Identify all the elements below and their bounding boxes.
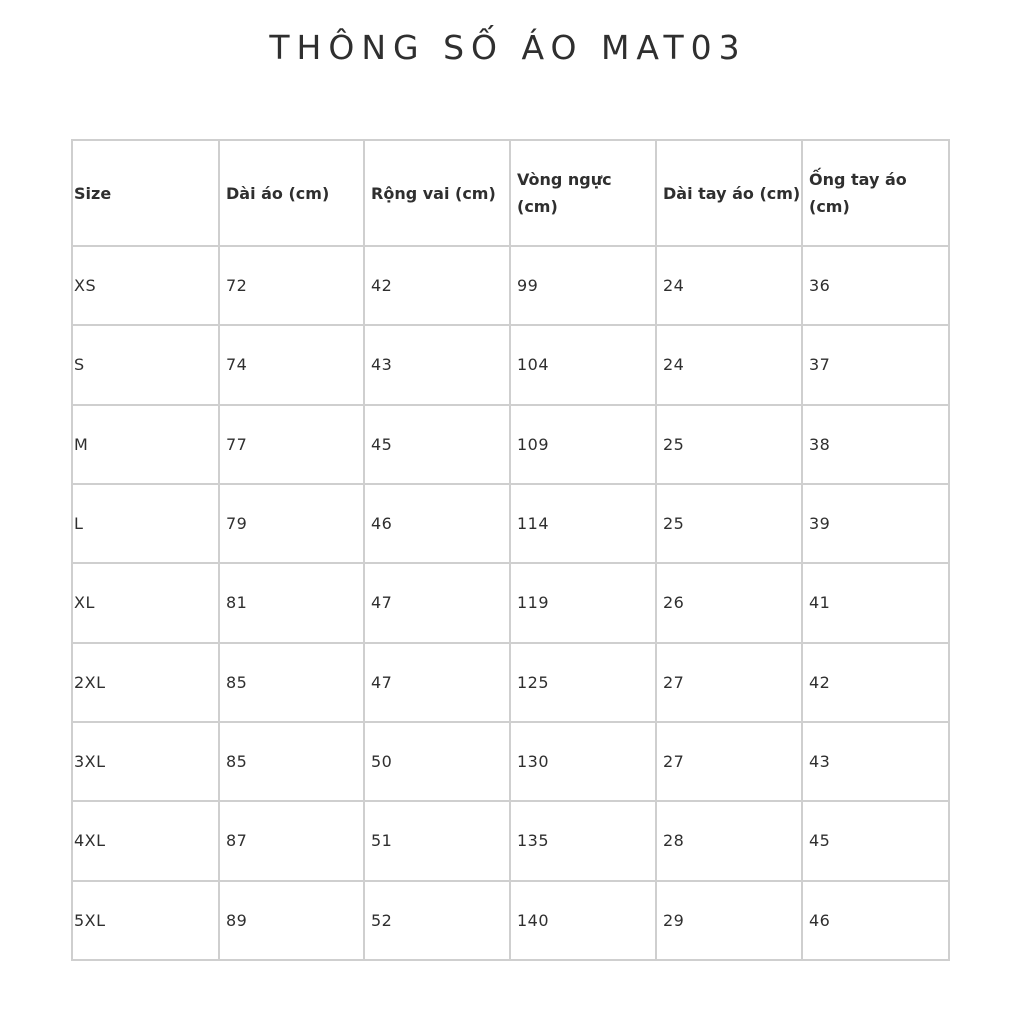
sleeve-length-cell: 28	[656, 801, 802, 880]
body-length-cell: 77	[219, 405, 364, 484]
sleeve-opening-cell: 39	[802, 484, 949, 563]
table-row	[72, 563, 949, 642]
sleeve-length-cell: 24	[656, 246, 802, 325]
body-length-cell: 74	[219, 325, 364, 404]
sleeve-length-cell: 26	[656, 563, 802, 642]
header-sleeve-opening: Ống tay áo (cm)	[802, 140, 949, 246]
sleeve-opening-cell: 43	[802, 722, 949, 801]
header-size: Size	[72, 140, 219, 246]
shoulder-width-cell: 43	[364, 325, 510, 404]
shoulder-width-cell: 52	[364, 881, 510, 960]
chest-cell: 104	[510, 325, 656, 404]
shoulder-width-cell: 50	[364, 722, 510, 801]
size-cell: 3XL	[72, 722, 219, 801]
table-row	[72, 643, 949, 722]
size-chart-table	[71, 139, 950, 961]
page-title: THÔNG SỐ ÁO MAT03	[269, 28, 747, 67]
table-row	[72, 325, 949, 404]
table-header-row	[72, 140, 949, 246]
body-length-cell: 85	[219, 722, 364, 801]
table-row	[72, 801, 949, 880]
sleeve-opening-cell: 36	[802, 246, 949, 325]
sleeve-length-cell: 27	[656, 643, 802, 722]
body-length-cell: 81	[219, 563, 364, 642]
table-row	[72, 484, 949, 563]
shoulder-width-cell: 42	[364, 246, 510, 325]
chest-cell: 135	[510, 801, 656, 880]
size-cell: M	[72, 405, 219, 484]
body-length-cell: 87	[219, 801, 364, 880]
body-length-cell: 89	[219, 881, 364, 960]
sleeve-opening-cell: 37	[802, 325, 949, 404]
table-body	[72, 246, 949, 960]
sleeve-length-cell: 24	[656, 325, 802, 404]
sleeve-opening-cell: 38	[802, 405, 949, 484]
table-row	[72, 405, 949, 484]
sleeve-opening-cell: 42	[802, 643, 949, 722]
shoulder-width-cell: 47	[364, 643, 510, 722]
shoulder-width-cell: 51	[364, 801, 510, 880]
shoulder-width-cell: 45	[364, 405, 510, 484]
size-cell: XL	[72, 563, 219, 642]
size-cell: 5XL	[72, 881, 219, 960]
size-cell: 2XL	[72, 643, 219, 722]
shoulder-width-cell: 47	[364, 563, 510, 642]
chest-cell: 125	[510, 643, 656, 722]
shoulder-width-cell: 46	[364, 484, 510, 563]
chest-cell: 99	[510, 246, 656, 325]
header-chest: Vòng ngực (cm)	[510, 140, 656, 246]
table-row	[72, 722, 949, 801]
chest-cell: 119	[510, 563, 656, 642]
size-cell: S	[72, 325, 219, 404]
chest-cell: 130	[510, 722, 656, 801]
sleeve-length-cell: 27	[656, 722, 802, 801]
chest-cell: 109	[510, 405, 656, 484]
size-cell: XS	[72, 246, 219, 325]
header-sleeve-length: Dài tay áo (cm)	[656, 140, 802, 246]
sleeve-length-cell: 25	[656, 484, 802, 563]
table-row	[72, 246, 949, 325]
sleeve-length-cell: 25	[656, 405, 802, 484]
sleeve-opening-cell: 46	[802, 881, 949, 960]
body-length-cell: 72	[219, 246, 364, 325]
sleeve-opening-cell: 41	[802, 563, 949, 642]
body-length-cell: 85	[219, 643, 364, 722]
header-shoulder-width: Rộng vai (cm)	[364, 140, 510, 246]
sleeve-opening-cell: 45	[802, 801, 949, 880]
chest-cell: 140	[510, 881, 656, 960]
size-cell: 4XL	[72, 801, 219, 880]
size-cell: L	[72, 484, 219, 563]
table-row	[72, 881, 949, 960]
header-body-length: Dài áo (cm)	[219, 140, 364, 246]
sleeve-length-cell: 29	[656, 881, 802, 960]
body-length-cell: 79	[219, 484, 364, 563]
chest-cell: 114	[510, 484, 656, 563]
